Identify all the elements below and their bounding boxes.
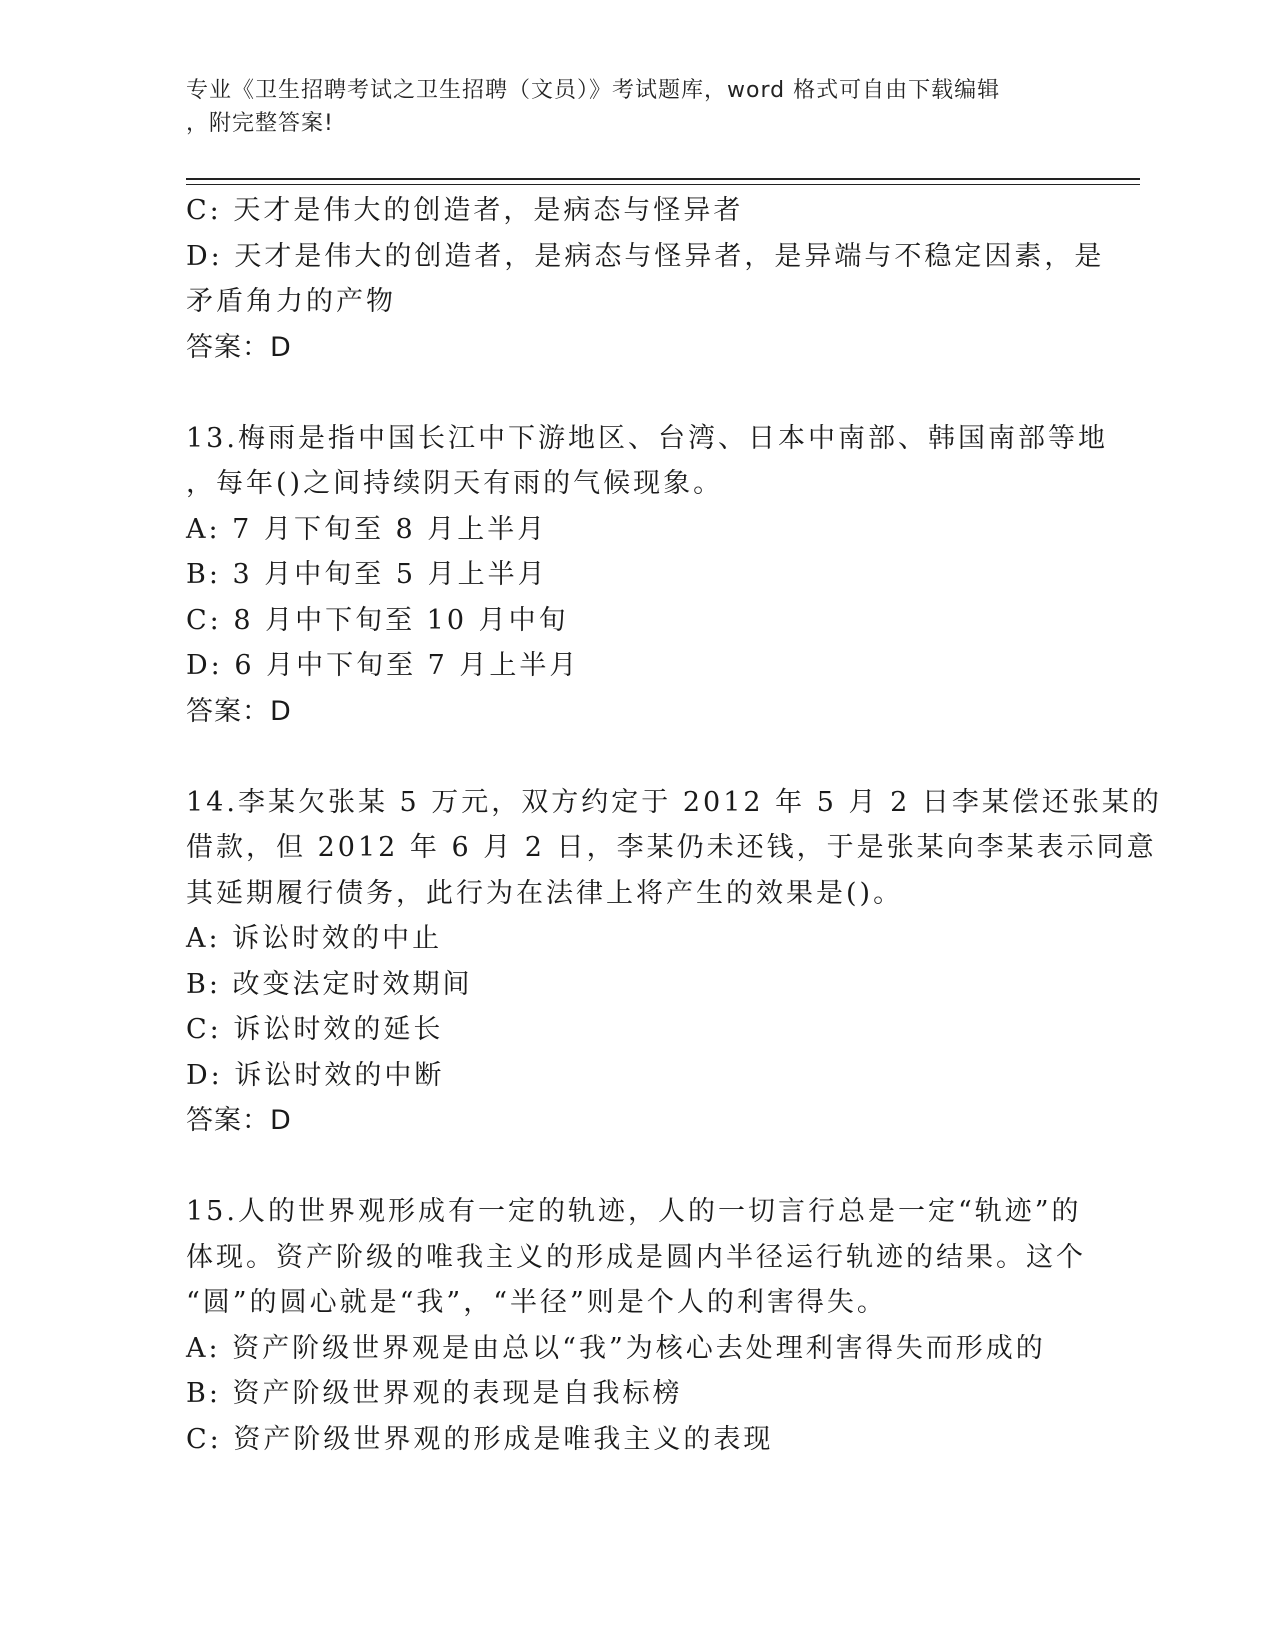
question-15	[186, 1189, 1086, 1462]
option-a: A: 诉讼时效的中止	[186, 923, 443, 954]
option-c: C: 诉讼时效的延长	[186, 1014, 444, 1045]
question-stem: 14.李某欠张某 5 万元，双方约定于 2012 年 5 月 2 日李某偿还张某的	[186, 786, 1162, 818]
question-13	[186, 416, 1108, 735]
option-c: C: 资产阶级世界观的形成是唯我主义的表现	[186, 1423, 774, 1455]
header-subtitle: ，附完整答案!	[186, 111, 334, 136]
document-body	[186, 188, 1162, 1462]
option-b: B: 改变法定时效期间	[186, 968, 473, 1000]
header-title: 专业《卫生招聘考试之卫生招聘（文员）》考试题库，word 格式可自由下载编辑	[186, 78, 1001, 103]
answer: 答案：D	[186, 1105, 292, 1136]
question-stem: 15.人的世界观形成有一定的轨迹，人的一切言行总是一定“轨迹”的	[186, 1196, 1082, 1227]
answer: 答案：D	[186, 331, 292, 363]
question-stem: 13.梅雨是指中国长江中下游地区、台湾、日本中南部、韩国南部等地	[186, 422, 1108, 454]
question-stem-continued: 借款，但 2012 年 6 月 2 日，李某仍未还钱，于是张某向李某表示同意	[186, 832, 1157, 863]
question-14	[186, 780, 1162, 1144]
question-stem-continued: 体现。资产阶级的唯我主义的形成是圆内半径运行轨迹的结果。这个	[186, 1241, 1086, 1273]
option-a: A: 7 月下旬至 8 月上半月	[186, 513, 548, 545]
header-divider-thin	[186, 184, 1140, 185]
header-divider-thick	[186, 178, 1140, 180]
option-d: D: 诉讼时效的中断	[186, 1059, 445, 1091]
document-header	[186, 74, 1086, 140]
option-d-continued: 矛盾角力的产物	[186, 286, 396, 317]
answer: 答案：D	[186, 695, 292, 727]
option-d: D: 6 月中下旬至 7 月上半月	[186, 650, 580, 681]
option-c: C: 天才是伟大的创造者，是病态与怪异者	[186, 195, 744, 226]
option-c: C: 8 月中下旬至 10 月中旬	[186, 604, 569, 636]
question-stem-continued: 其延期履行债务，此行为在法律上将产生的效果是()。	[186, 877, 904, 909]
question-stem-continued: “圆”的圆心就是“我”，“半径”则是个人的利害得失。	[186, 1287, 887, 1318]
option-d: D: 天才是伟大的创造者，是病态与怪异者，是异端与不稳定因素，是	[186, 240, 1105, 272]
question-12-continued	[186, 188, 1105, 370]
option-b: B: 3 月中旬至 5 月上半月	[186, 559, 548, 590]
question-stem-continued: ，每年()之间持续阴天有雨的气候现象。	[186, 468, 724, 499]
option-b: B: 资产阶级世界观的表现是自我标榜	[186, 1378, 683, 1409]
option-a: A: 资产阶级世界观是由总以“我”为核心去处理利害得失而形成的	[186, 1332, 1046, 1364]
